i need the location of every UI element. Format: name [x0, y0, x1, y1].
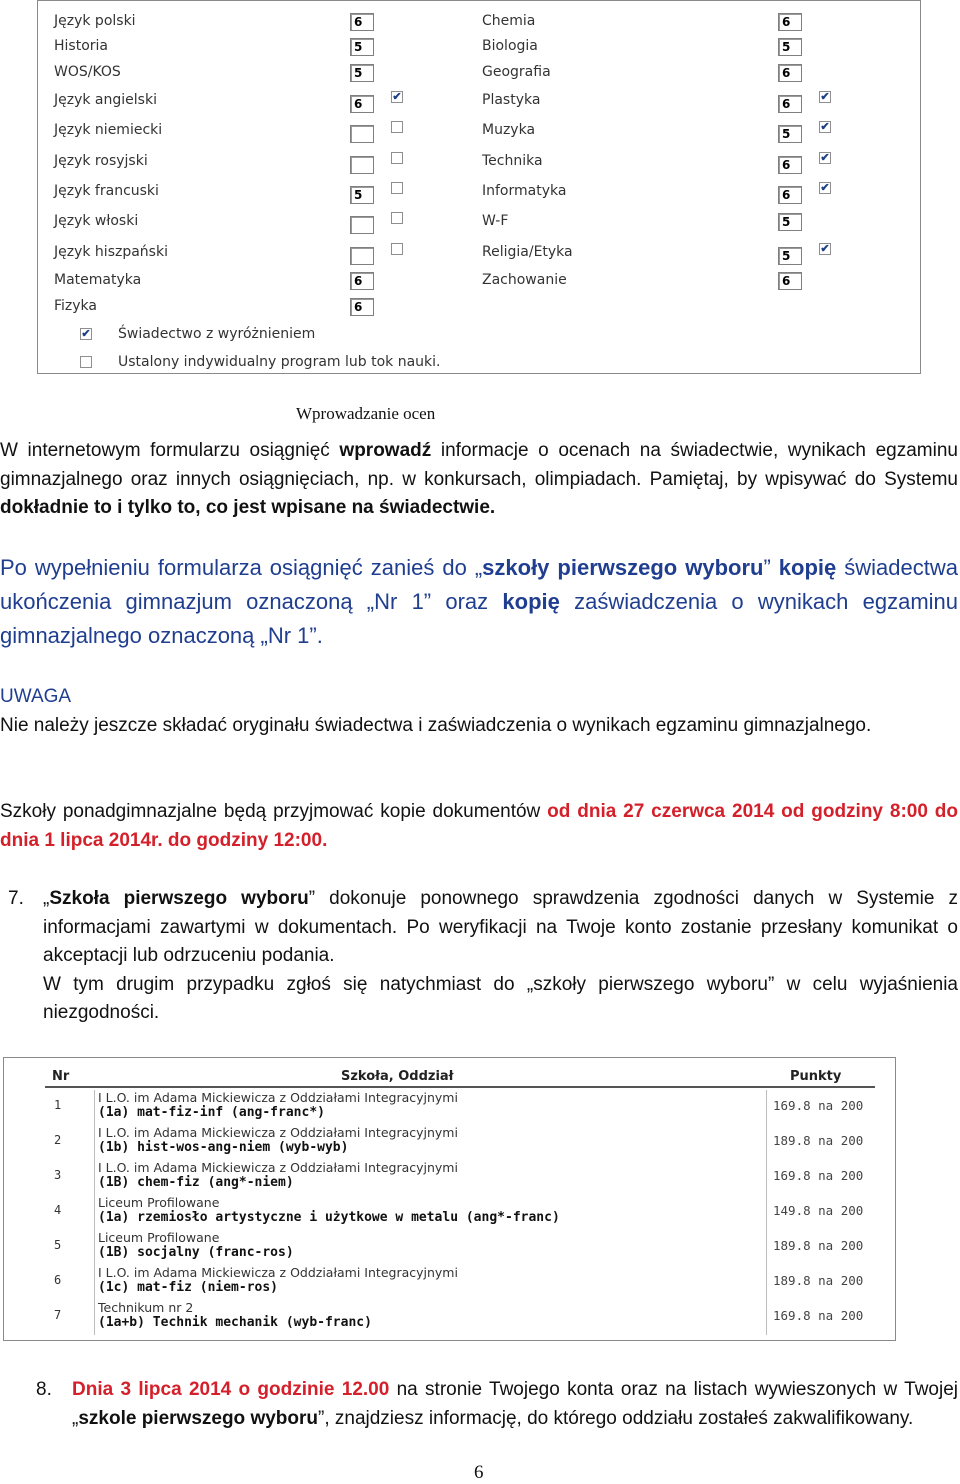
checked-checkbox[interactable]: ✔ [820, 91, 830, 103]
p2-bold-2: kopię [778, 555, 837, 580]
grade-input[interactable]: 6 [350, 95, 374, 113]
p2-bold-1: szkoły pierwszego wyboru [482, 555, 764, 580]
grade-input[interactable]: 5 [778, 213, 802, 231]
p1-bold-1: wprowadź [339, 440, 432, 461]
item-8-date: Dnia 3 lipca 2014 o godzinie 12.00 [72, 1379, 390, 1400]
points-value: 169.8 na 200 [773, 1098, 864, 1113]
header-underline [45, 1086, 875, 1088]
item-7-text-2: W tym drugim przypadku zgłoś się natychmiast do „szkoły pierwszego wyboru” w celu wyjaśnienia niezgodności. [43, 973, 958, 1023]
grade-input[interactable]: 6 [778, 64, 802, 82]
checked-checkbox[interactable]: ✔ [820, 152, 830, 164]
schools-table-screenshot [3, 1057, 896, 1341]
school-name: Technikum nr 2 [98, 1300, 194, 1315]
subject-label: Język hiszpański [54, 244, 168, 260]
checkbox[interactable] [391, 121, 403, 133]
subject-label: Historia [54, 38, 108, 54]
grade-input[interactable]: 6 [350, 272, 374, 290]
intro-paragraph [0, 437, 958, 523]
item-7-quote-open: „ [43, 888, 50, 909]
subject-label: W-F [482, 213, 509, 229]
warning-title: UWAGA [0, 686, 72, 707]
checkbox[interactable] [391, 212, 403, 224]
p2-bold-3: kopię [502, 589, 560, 614]
individual-program-checkbox[interactable] [80, 356, 92, 368]
item-7-bold: Szkoła pierwszego wyboru [49, 888, 309, 909]
p3-deadline: od dnia 27 czerwca 2014 od godziny 8:00 do dnia 1 lipca 2014r. do godziny 12:00. [0, 801, 958, 851]
item-8-text-2: ”, znajdziesz informację, do którego oddziału zostałeś zakwalifikowany. [318, 1407, 914, 1429]
school-name: Liceum Profilowane [98, 1230, 220, 1245]
points-value: 189.8 na 200 [773, 1238, 864, 1253]
grade-input[interactable] [350, 247, 374, 265]
honours-checkbox[interactable]: ✔ [81, 328, 91, 340]
item-7-text-1: ” dokonuje ponownego sprawdzenia zgodności danych w Systemie z informacjami zawartymi w dokumentach. Po weryfikacji na Twoje konto zostanie przesłany komunikat o akceptacji lub odrzuceniu podania. [43, 888, 958, 966]
grade-input[interactable]: 5 [778, 247, 802, 265]
row-number: 7 [54, 1308, 62, 1322]
school-entry [98, 1160, 458, 1190]
grade-input[interactable]: 6 [778, 95, 802, 113]
school-entry [98, 1300, 372, 1330]
subject-label: Język włoski [54, 213, 139, 229]
checked-checkbox[interactable]: ✔ [820, 182, 830, 194]
grade-input[interactable]: 5 [350, 38, 374, 56]
subject-label: Muzyka [482, 122, 536, 138]
checked-checkbox[interactable]: ✔ [820, 243, 830, 255]
school-entry [98, 1265, 458, 1295]
subject-label: Matematyka [54, 272, 142, 288]
school-department: (1B) chem-fiz (ang*-niem) [98, 1175, 294, 1190]
grade-input[interactable] [350, 156, 374, 174]
subject-label: Plastyka [482, 92, 541, 108]
header-points: Punkty [790, 1069, 842, 1084]
subject-label: Biologia [482, 38, 538, 54]
school-department: (1a) mat-fiz-inf (ang-franc*) [98, 1105, 325, 1120]
school-department: (1c) mat-fiz (niem-ros) [98, 1280, 279, 1295]
grade-input[interactable]: 6 [350, 298, 374, 316]
school-department: (1B) socjalny (franc-ros) [98, 1245, 294, 1260]
grade-input[interactable]: 6 [778, 186, 802, 204]
grade-input[interactable] [350, 216, 374, 234]
subject-label: Język rosyjski [54, 153, 148, 169]
row-number: 3 [54, 1168, 62, 1182]
school-department: (1a+b) Technik mechanik (wyb-franc) [98, 1315, 372, 1330]
checkbox[interactable] [391, 243, 403, 255]
school-name: I L.O. im Adama Mickiewicza z Oddziałami Integracyjnymi [98, 1125, 458, 1140]
subject-label: Chemia [482, 13, 536, 29]
subject-label: WOS/KOS [54, 64, 121, 80]
subject-label: Zachowanie [482, 272, 567, 288]
grade-input[interactable]: 6 [350, 13, 374, 31]
school-department: (1a) rzemiosło artystyczne i użytkowe w metalu (ang*-franc) [98, 1210, 560, 1225]
grade-input[interactable]: 5 [350, 64, 374, 82]
p2-text-2: ” [763, 555, 779, 580]
grade-input[interactable] [350, 125, 374, 143]
row-number: 5 [54, 1238, 62, 1252]
school-name: Liceum Profilowane [98, 1195, 220, 1210]
p3-text-1: Szkoły ponadgimnazjalne będą przyjmować kopie dokumentów [0, 801, 548, 822]
points-value: 169.8 na 200 [773, 1308, 864, 1323]
checkbox[interactable] [391, 152, 403, 164]
copies-paragraph [0, 551, 958, 653]
option-label: Świadectwo z wyróżnieniem [118, 326, 316, 342]
subject-label: Religia/Etyka [482, 244, 573, 260]
subject-label: Język angielski [54, 92, 157, 108]
item-7-number: 7. [8, 888, 24, 909]
grade-input[interactable]: 6 [778, 272, 802, 290]
school-department: (1b) hist-wos-ang-niem (wyb-wyb) [98, 1140, 349, 1155]
item-8-bold: szkole pierwszego wyboru [78, 1407, 318, 1429]
p1-bold-2: dokładnie to i tylko to, co jest wpisane na świadectwie [0, 497, 490, 518]
p1-text-2: informacje o ocenach na świadectwie, wynikach egzaminu gimnazjalnego oraz innych osiągnięciach, np. w konkursach, olimpiadach. Pamiętaj, by wpisywać do Systemu [0, 440, 958, 490]
header-nr: Nr [52, 1069, 70, 1084]
grades-form-screenshot [37, 0, 921, 374]
header-school: Szkoła, Oddział [341, 1069, 454, 1084]
item-8-text [72, 1376, 958, 1433]
points-value: 189.8 na 200 [773, 1133, 864, 1148]
school-entry [98, 1090, 458, 1120]
grade-input[interactable]: 5 [350, 186, 374, 204]
checked-checkbox[interactable]: ✔ [392, 91, 402, 103]
p1-text-1: W internetowym formularzu osiągnięć [0, 440, 340, 461]
checkbox[interactable] [391, 182, 403, 194]
subject-label: Język francuski [54, 183, 159, 199]
p2-text-4: zaświadczenia o wynikach egzaminu gimnazjalnego oznaczoną „Nr 1”. [0, 589, 959, 648]
grade-input[interactable]: 5 [778, 125, 802, 143]
subject-label: Informatyka [482, 183, 567, 199]
p2-text-3: świadectwa ukończenia gimnazjum oznaczoną „Nr 1” oraz [0, 555, 958, 614]
subject-label: Geografia [482, 64, 551, 80]
row-number: 1 [54, 1098, 62, 1112]
row-number: 6 [54, 1273, 62, 1287]
school-name: I L.O. im Adama Mickiewicza z Oddziałami Integracyjnymi [98, 1160, 458, 1175]
points-value: 149.8 na 200 [773, 1203, 864, 1218]
school-entry [98, 1125, 458, 1155]
subject-label: Fizyka [54, 298, 97, 314]
page-number: 6 [474, 1462, 484, 1483]
school-entry [98, 1195, 560, 1225]
column-divider [766, 1090, 767, 1335]
subject-label: Technika [482, 153, 543, 169]
warning-text: Nie należy jeszcze składać oryginału świadectwa i zaświadczenia o wynikach egzaminu gimnazjalnego. [0, 715, 872, 736]
school-name: I L.O. im Adama Mickiewicza z Oddziałami Integracyjnymi [98, 1090, 458, 1105]
subject-label: Język polski [54, 13, 136, 29]
p1-text-3: . [489, 497, 496, 518]
deadline-paragraph [0, 798, 958, 855]
item-8-text-1: na stronie Twojego konta oraz na listach wywieszonych w Twojej „ [72, 1379, 958, 1429]
figure-caption: Wprowadzanie ocen [296, 404, 436, 423]
option-label: Ustalony indywidualny program lub tok nauki. [118, 354, 441, 370]
school-name: I L.O. im Adama Mickiewicza z Oddziałami Integracyjnymi [98, 1265, 458, 1280]
grade-input[interactable]: 5 [778, 38, 802, 56]
grade-input[interactable]: 6 [778, 156, 802, 174]
points-value: 169.8 na 200 [773, 1168, 864, 1183]
subject-label: Język niemiecki [54, 122, 163, 138]
checked-checkbox[interactable]: ✔ [820, 121, 830, 133]
column-divider [94, 1090, 95, 1335]
school-entry [98, 1230, 294, 1260]
item-8-number: 8. [36, 1379, 52, 1400]
row-number: 2 [54, 1133, 62, 1147]
row-number: 4 [54, 1203, 62, 1217]
points-value: 189.8 na 200 [773, 1273, 864, 1288]
p2-text-1: Po wypełnieniu formularza osiągnięć zanieś do „ [0, 555, 483, 580]
item-7-text [43, 885, 958, 1028]
grade-input[interactable]: 6 [778, 13, 802, 31]
